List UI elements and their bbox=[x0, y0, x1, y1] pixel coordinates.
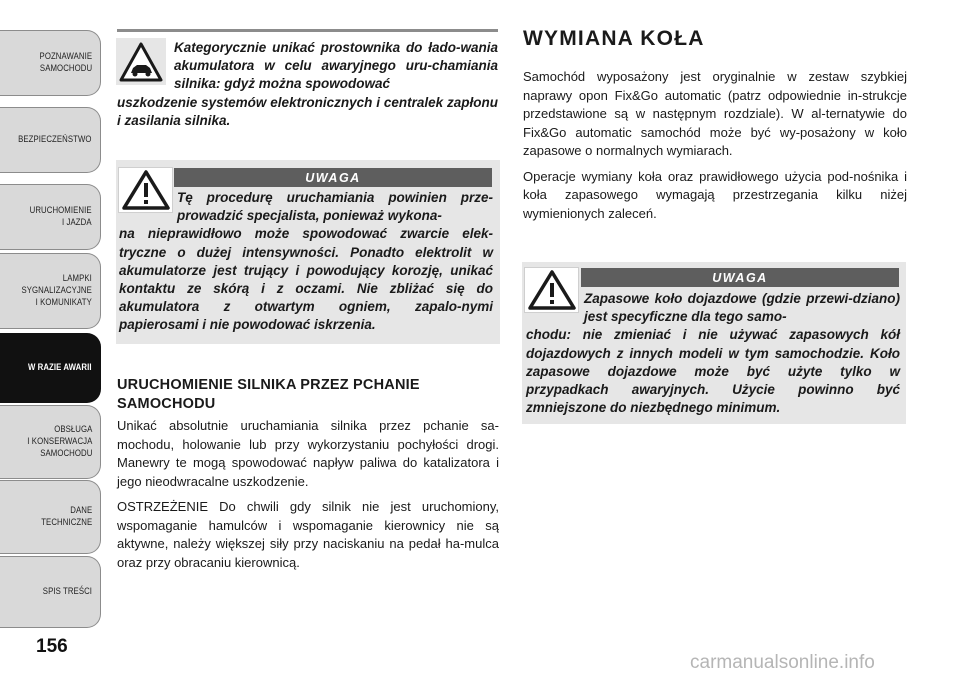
tab-uruchomienie-i-jazda[interactable] bbox=[0, 184, 101, 250]
top-note-text-rest: uszkodzenie systemów elektronicznych i centralek zapłonu i zasilania silnika. bbox=[117, 94, 498, 128]
tab-lampki-sygnalizacyjne[interactable] bbox=[0, 253, 101, 329]
tab-label: W RAZIE AWARII bbox=[28, 362, 92, 373]
tab-label: BEZPIECZEŃSTWO bbox=[18, 134, 92, 145]
tab-poznawanie-samochodu[interactable] bbox=[0, 30, 101, 96]
push-start-body bbox=[117, 417, 499, 579]
page-number: 156 bbox=[36, 636, 68, 657]
warning-title: UWAGA bbox=[581, 268, 899, 287]
tab-dane-techniczne[interactable] bbox=[0, 480, 101, 554]
warning-text-first: Tę procedurę uruchamiania powinien prze-prowadzić specjalista, ponieważ wykona- bbox=[177, 190, 493, 224]
top-note-text-first: Kategorycznie unikać prostownika do łado-wania akumulatora w celu awaryjnego uru-chamiania silnika: gdyż można spowodować bbox=[174, 40, 498, 92]
paragraph: Unikać absolutnie uruchamiania silnika przez pchanie sa-mochodu, holowanie lub przy wykorzystaniu pochyłości drogi. Manewry te mogą spowodować napływ paliwa do katalizatora i jego nieodwracalne uszkodzenie. bbox=[117, 418, 499, 489]
tab-label: OBSŁUGA I KONSERWACJA SAMOCHODU bbox=[26, 424, 92, 459]
warning-text-rest: na nieprawidłowo może spowodować zwarcie elek-tryczne o dużej intensywności. Ponadto elektrolit w akumulatorze jest trujący i powodujący korozję, unikać kontaktu ze skórą i z oczami. Nie zbliżać się do akumulatora z otwartym ogniem, zapalo-nymi papierosami i nie powodować iskrzenia. bbox=[119, 226, 493, 333]
warning-text-rest: chodu: nie zmieniać i nie używać zapasowych kół dojazdowych z innych modeli w tym samochodzie. Koło zapasowe dojazdowe może być użyte tylko w przypadkach awaryjnych. Użycie powinno być zmniejszone do niezbędnego minimum. bbox=[526, 327, 900, 416]
tab-bezpieczenstwo[interactable] bbox=[0, 107, 101, 173]
top-note-text bbox=[117, 39, 498, 130]
paragraph: Samochód wyposażony jest oryginalnie w zestaw szybkiej naprawy opon Fix&Go automatic (patrz odpowiednie in-strukcje przedstawione są w następnym rozdziale). W al-ternatywie do Fix&Go automatic samochód może być wy-posażony w koło zapasowe o normalnych wymiarach. bbox=[523, 69, 907, 158]
warning-text-battery bbox=[119, 189, 493, 335]
tab-label: DANE TECHNICZNE bbox=[40, 505, 92, 528]
wheel-change-body bbox=[523, 68, 907, 230]
tab-label: SPIS TREŚCI bbox=[42, 586, 92, 597]
page-title: WYMIANA KOŁA bbox=[523, 27, 705, 50]
paragraph: OSTRZEŻENIE Do chwili gdy silnik nie jest uruchomiony, wspomaganie hamulców i wspomaganie kierownicy nie są aktywne, należy większej siły przy naciskaniu na pedał ha-mulca oraz przy obracaniu kierownicą. bbox=[117, 499, 499, 570]
tab-label: POZNAWANIE SAMOCHODU bbox=[39, 51, 92, 74]
tab-label: LAMPKI SYGNALIZACYJNE I KOMUNIKATY bbox=[21, 273, 92, 308]
warning-text-spare-wheel bbox=[526, 290, 900, 417]
chapter-sidebar bbox=[0, 0, 103, 677]
section-heading-push-start: URUCHOMIENIE SILNIKA PRZEZ PCHANIE SAMOCHODU bbox=[117, 377, 420, 412]
tab-spis-tresci[interactable] bbox=[0, 556, 101, 628]
tab-obsluga-i-konserwacja[interactable] bbox=[0, 405, 101, 479]
tab-w-razie-awarii[interactable] bbox=[0, 333, 101, 403]
warning-title: UWAGA bbox=[174, 168, 492, 187]
paragraph: Operacje wymiany koła oraz prawidłowego użycia pod-nośnika i koła zapasowego wymagają przestrzegania kilku niżej wymienionych zaleceń. bbox=[523, 168, 907, 221]
tab-label: URUCHOMIENIE I JAZDA bbox=[29, 205, 92, 228]
top-rule bbox=[117, 29, 498, 32]
warning-text-first: Zapasowe koło dojazdowe (gdzie przewi-dziano) jest specyficzne dla tego samo- bbox=[584, 291, 900, 325]
watermark-text: carmanualsonline.info bbox=[690, 652, 875, 673]
